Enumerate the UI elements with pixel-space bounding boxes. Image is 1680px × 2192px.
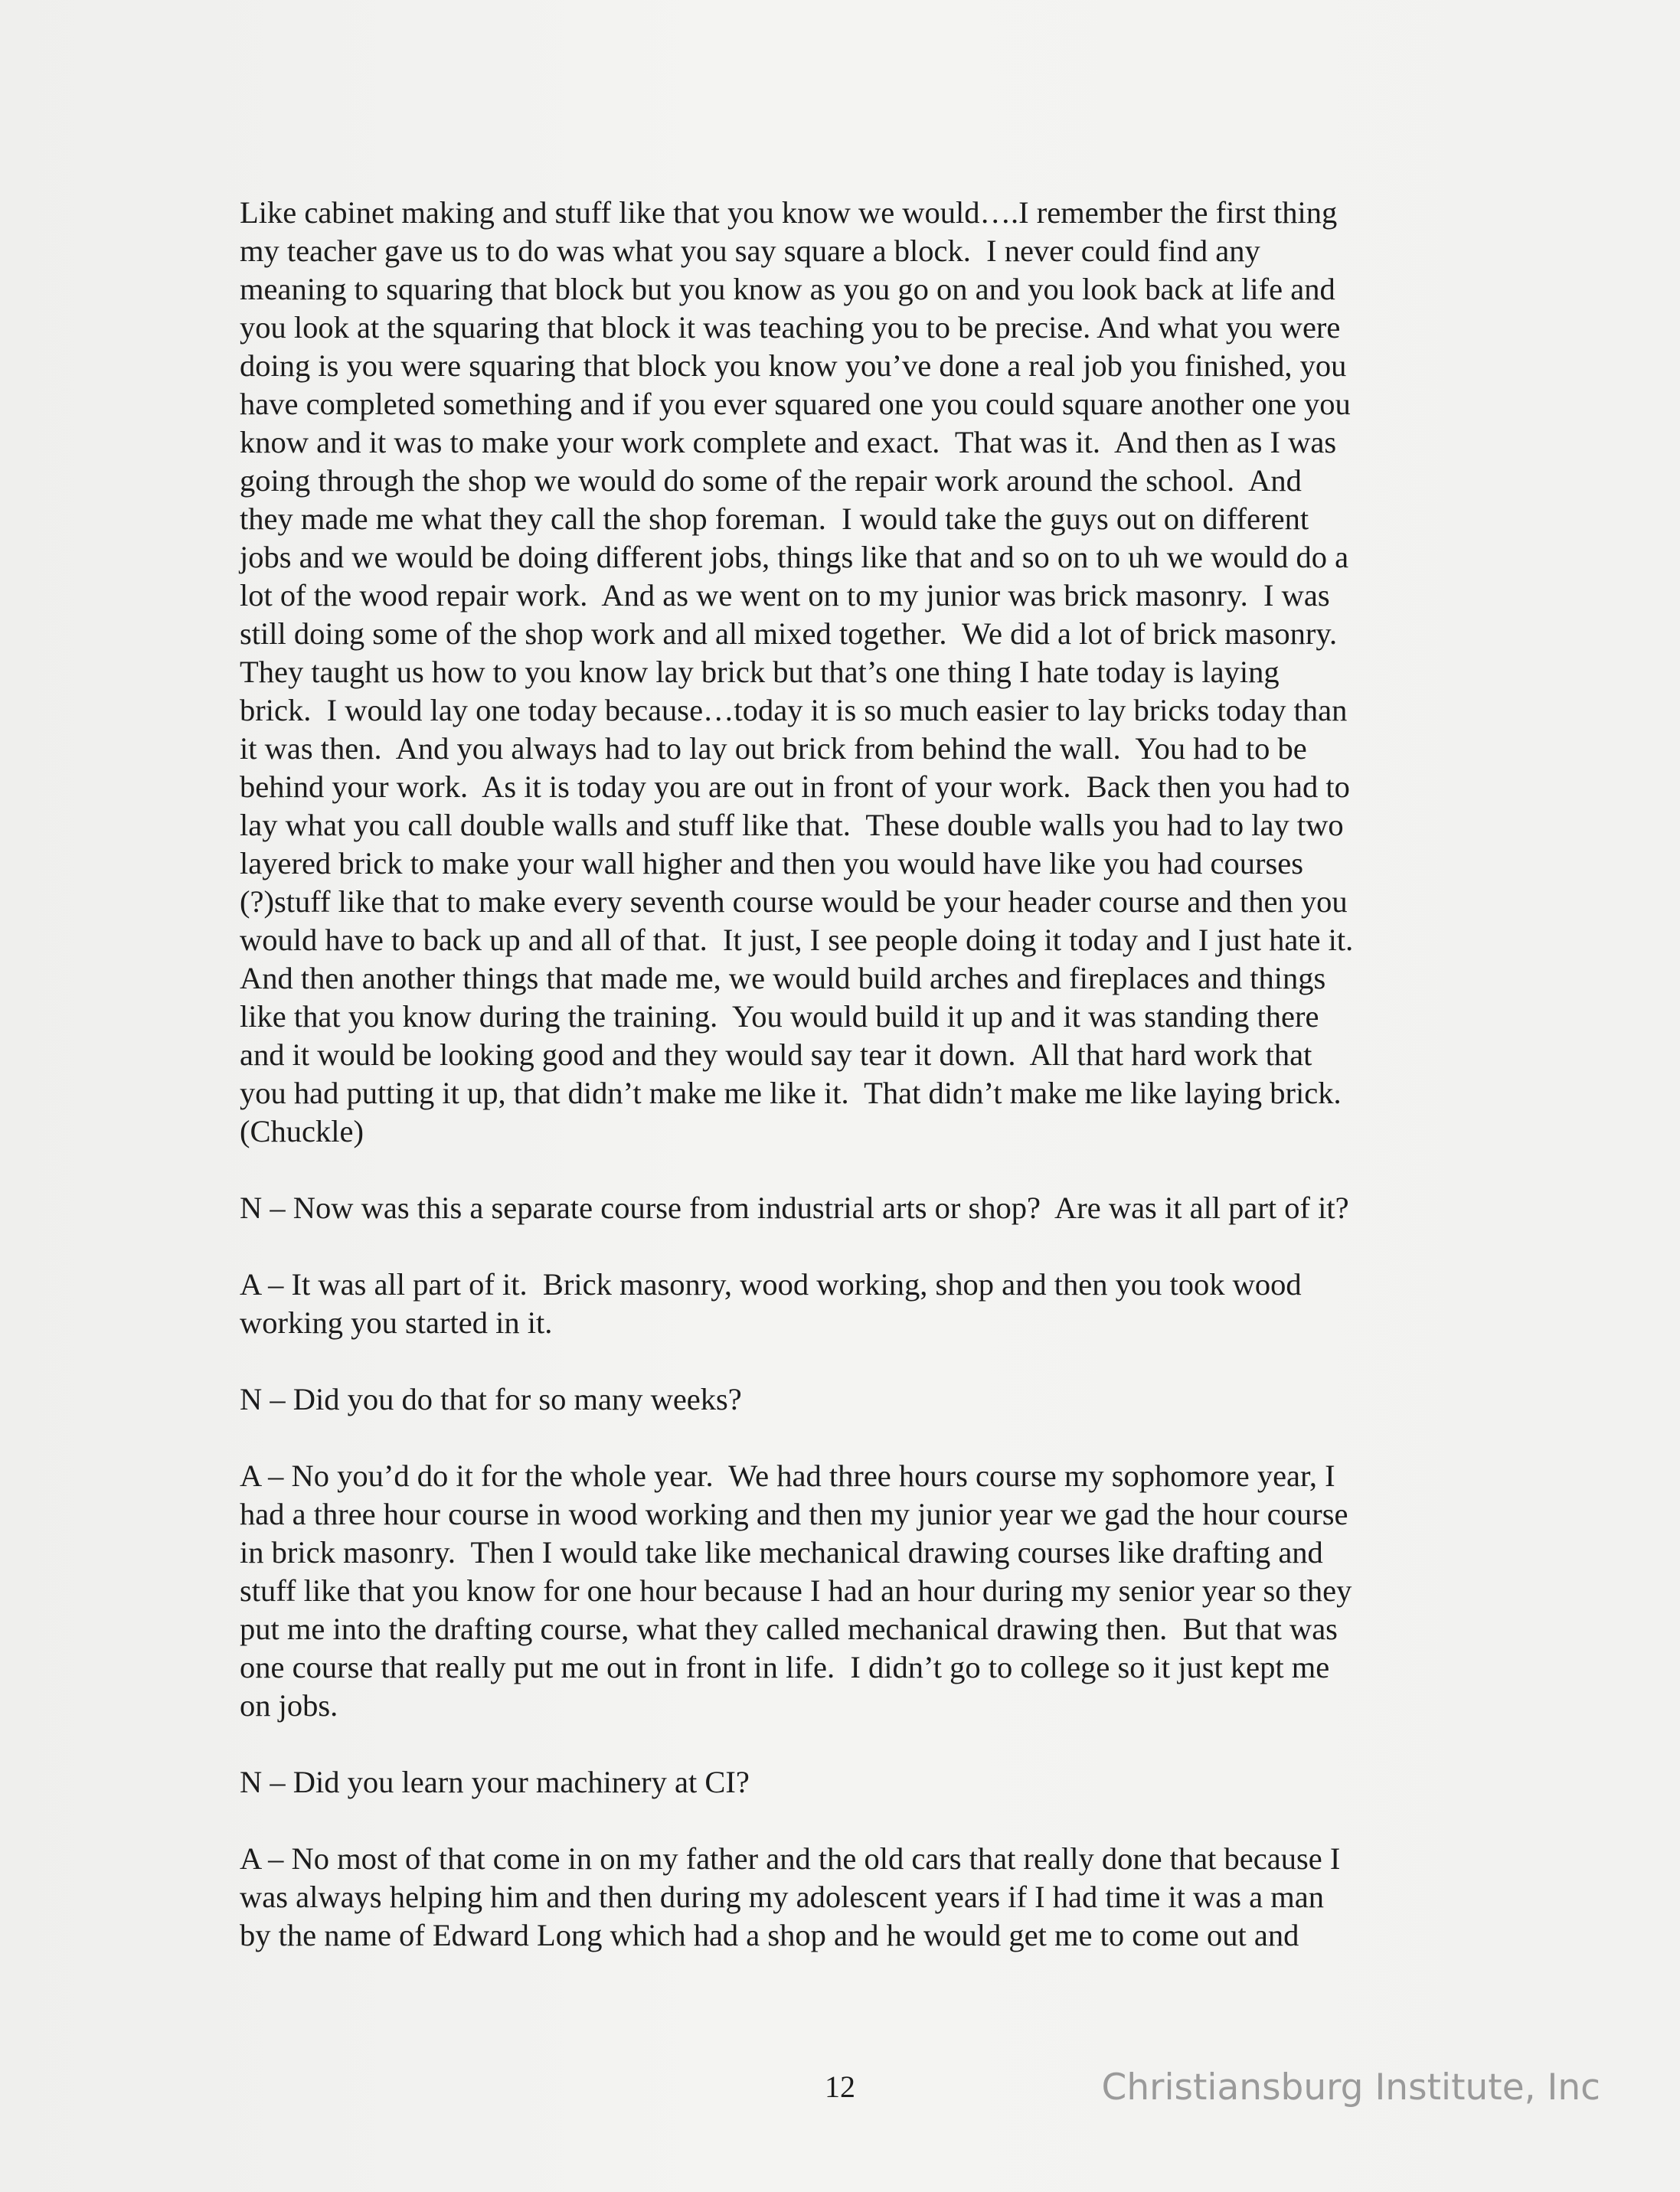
text-line: stuff like that you know for one hour because I had an hour during my senior year so they [240,1573,1352,1608]
text-line: know and it was to make your work complete and exact. That was it. And then as I was [240,425,1337,459]
text-line: (?)stuff like that to make every seventh course would be your header course and then you [240,884,1348,919]
text-line: and it would be looking good and they would say tear it down. All that hard work that [240,1037,1312,1072]
paragraph [240,1380,1438,1419]
text-line: put me into the drafting course, what they called mechanical drawing then. But that was [240,1612,1338,1646]
text-line: N – Now was this a separate course from industrial arts or shop? Are was it all part of it? [240,1191,1349,1225]
text-line: lot of the wood repair work. And as we went on to my junior was brick masonry. I was [240,578,1330,613]
text-line: They taught us how to you know lay brick but that’s one thing I hate today is laying [240,655,1280,689]
text-line: still doing some of the shop work and all mixed together. We did a lot of brick masonry. [240,616,1338,651]
text-line: behind your work. As it is today you are out in front of your work. Back then you had to [240,769,1350,804]
paragraph [240,1457,1438,1725]
paragraph [240,1266,1438,1342]
text-line: it was then. And you always had to lay out brick from behind the wall. You had to be [240,731,1307,766]
text-line: layered brick to make your wall higher and then you would have like you had courses [240,846,1303,880]
transcript-body [240,194,1438,1955]
text-line: had a three hour course in wood working and then my junior year we gad the hour course [240,1497,1348,1531]
text-line: A – No you’d do it for the whole year. We had three hours course my sophomore year, I [240,1459,1335,1493]
page-number: 12 [825,2069,855,2104]
text-line: by the name of Edward Long which had a shop and he would get me to come out and [240,1918,1299,1952]
text-line: N – Did you learn your machinery at CI? [240,1765,750,1799]
paragraph [240,1763,1438,1802]
text-line: A – No most of that come in on my father and the old cars that really done that because I [240,1841,1341,1876]
text-line: would have to back up and all of that. It just, I see people doing it today and I just hate it. [240,923,1354,957]
paragraph-gap [240,1419,1438,1457]
text-line: Like cabinet making and stuff like that you know we would….I remember the first thing [240,195,1338,230]
paragraph-gap [240,1725,1438,1763]
paragraph-gap [240,1151,1438,1189]
text-line: was always helping him and then during my adolescent years if I had time it was a man [240,1880,1324,1914]
text-line: jobs and we would be doing different jobs, things like that and so on to uh we would do a [240,540,1349,574]
paragraph [240,1840,1438,1955]
text-line: meaning to squaring that block but you know as you go on and you look back at life and [240,272,1335,306]
text-line: going through the shop we would do some of the repair work around the school. And [240,463,1302,498]
text-line: they made me what they call the shop foreman. I would take the guys out on different [240,501,1309,536]
text-line: on jobs. [240,1688,338,1723]
text-line: brick. I would lay one today because…today it is so much easier to lay bricks today than [240,693,1348,727]
text-line: doing is you were squaring that block you know you’ve done a real job you finished, you [240,348,1347,383]
text-line: have completed something and if you ever squared one you could square another one you [240,387,1351,421]
paragraph-gap [240,1342,1438,1380]
text-line: you had putting it up, that didn’t make me like it. That didn’t make me like laying brick. [240,1076,1342,1110]
text-line: (Chuckle) [240,1114,364,1148]
text-line: And then another things that made me, we would build arches and fireplaces and things [240,961,1326,995]
paragraph-gap [240,1802,1438,1840]
text-line: working you started in it. [240,1305,553,1340]
paragraph [240,1189,1438,1227]
text-line: my teacher gave us to do was what you say square a block. I never could find any [240,234,1260,268]
text-line: like that you know during the training. You would build it up and it was standing there [240,999,1319,1034]
text-line: lay what you call double walls and stuff like that. These double walls you had to lay two [240,808,1344,842]
paragraph [240,194,1438,1151]
institution-watermark: Christiansburg Institute, Inc [1101,2066,1600,2109]
text-line: in brick masonry. Then I would take like mechanical drawing courses like drafting and [240,1535,1323,1570]
text-line: you look at the squaring that block it was teaching you to be precise. And what you were [240,310,1341,345]
text-line: one course that really put me out in front in life. I didn’t go to college so it just kept me [240,1650,1330,1684]
paragraph-gap [240,1227,1438,1266]
text-line: A – It was all part of it. Brick masonry, wood working, shop and then you took wood [240,1267,1302,1302]
text-line: N – Did you do that for so many weeks? [240,1382,742,1416]
